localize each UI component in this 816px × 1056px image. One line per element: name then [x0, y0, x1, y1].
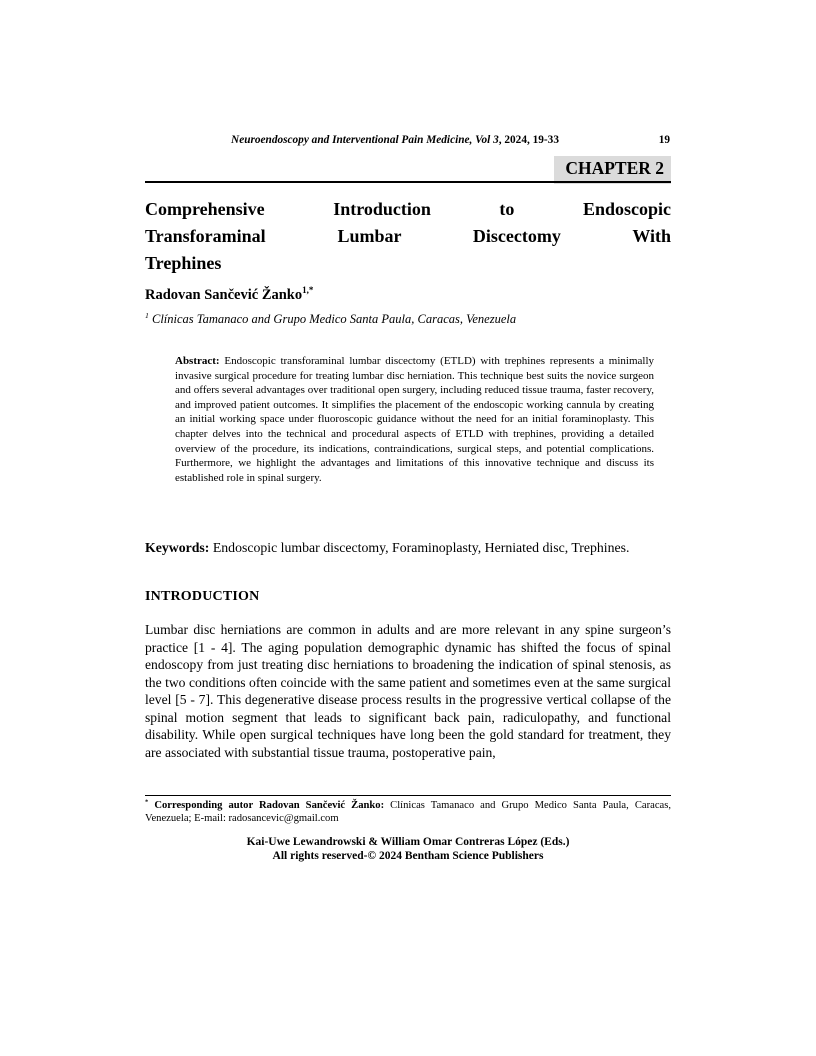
journal-title: Neuroendoscopy and Interventional Pain Medicine, Vol 3 — [231, 134, 499, 146]
introduction-heading: INTRODUCTION — [145, 589, 260, 604]
abstract-paragraph — [175, 354, 654, 485]
running-head — [145, 133, 671, 147]
publisher-footer — [145, 836, 671, 863]
footnote-superscript: * — [145, 798, 149, 806]
footnote-text: Clínicas Tamanaco and Grupo Medico Santa Paula, Caracas, Venezuela; E-mail: radosancevic@gmail.com — [145, 800, 671, 825]
abstract-label: Abstract: — [175, 355, 220, 367]
author-superscript: 1,* — [302, 285, 314, 296]
affiliation-text: Clínicas Tamanaco and Grupo Medico Santa Paula, Caracas, Venezuela — [148, 312, 517, 326]
author-name: Radovan Sančević Žanko — [145, 287, 303, 303]
chapter-badge: CHAPTER 2 — [554, 156, 671, 184]
keywords-paragraph — [145, 539, 671, 557]
page-number: 19 — [658, 134, 670, 146]
keywords-text: Endoscopic lumbar discectomy, Foraminoplasty, Herniated disc, Trephines. — [209, 540, 630, 555]
page-header — [145, 133, 671, 147]
affiliation-superscript: 1 — [145, 310, 149, 320]
journal-volume-info: , 2024, 19-33 — [498, 134, 559, 146]
author-line — [145, 286, 671, 305]
chapter-title — [145, 196, 671, 277]
chapter-title-line-1: Comprehensive Introduction to Endoscopic — [145, 199, 671, 219]
abstract-text: Endoscopic transforaminal lumbar discectomy (ETLD) with trephines represents a minimally invasive surgical procedure for treating lumbar disc herniation. This technique best suits the novice surgeon and offers several advantages over traditional open surgery, including reduced tissue trauma, faster recovery, and improved patient outcomes. It simplifies the placement of the endoscopic working cannula by creating an initial working space under fluoroscopic guidance without the need for an initial foraminoplasty. This chapter delves into the technical and procedural aspects of ETLD with trephines, providing a detailed overview of the procedure, its indications, contraindications, surgical steps, and potential complications. Furthermore, we highlight the advantages and limitations of this innovative technique and discuss its established role in spinal surgery. — [175, 355, 654, 484]
footnote-rule — [145, 795, 671, 796]
chapter-rule — [145, 181, 671, 183]
affiliation-line — [145, 311, 671, 327]
chapter-title-line-2: Transforaminal Lumbar Discectomy With — [145, 226, 671, 246]
copyright-line: All rights reserved-© 2024 Bentham Science Publishers — [272, 849, 544, 862]
corresponding-author-footnote — [145, 799, 671, 825]
chapter-title-line-3: Trephines — [145, 253, 222, 273]
keywords-label: Keywords: — [145, 540, 210, 555]
footnote-label: Corresponding autor Radovan Sančević Žanko: — [148, 800, 391, 811]
editors-line: Kai-Uwe Lewandrowski & William Omar Contreras López (Eds.) — [246, 836, 570, 848]
body-paragraph: Lumbar disc herniations are common in adults and are more relevant in any spine surgeon’s practice [1 - 4]. The aging population demographic dynamic has shifted the focus of spinal endoscopy from just treating disc herniations to broadening the indication of spinal stenosis, as the two conditions often coincide with the same patient and sometimes even at the same surgical level [5 - 7]. This degenerative disease process results in the progressive vertical collapse of the spinal motion segment that leads to significant back pain, radiculopathy, and functional disability. While open surgical techniques have long been the gold standard for treatment, they are associated with substantial tissue trauma, postoperative pain, — [145, 622, 671, 760]
